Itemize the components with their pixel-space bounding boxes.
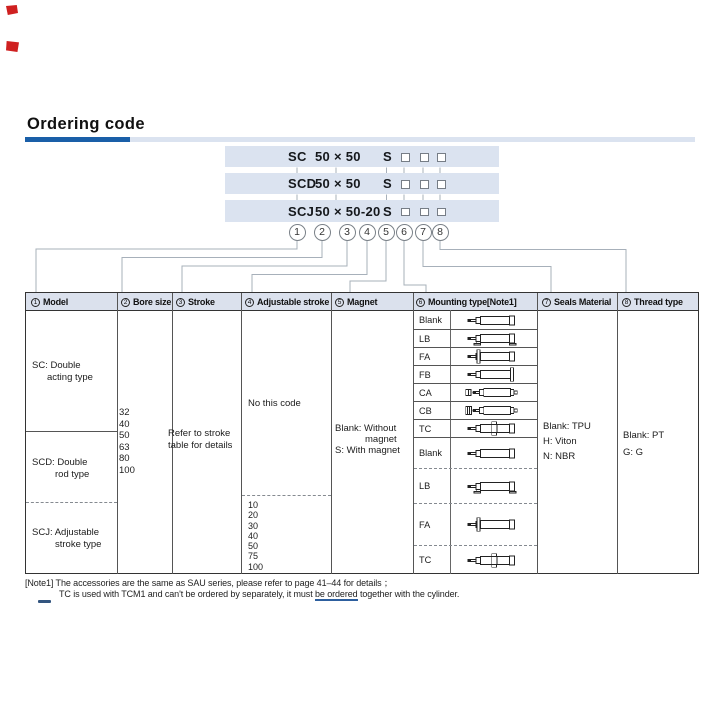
title-underline-accent [25,137,130,142]
col-header-stroke: 3 Stroke [176,295,215,309]
option-placeholder-box [420,208,429,217]
adjustable-stroke-no-code: No this code [248,398,301,409]
mounting-option-label: FB [419,369,431,380]
code-size: 50 × 50 [315,176,361,191]
model-option-scd: SCD: Double rod type [32,457,90,480]
code-model: SC [288,149,307,164]
red-artifact-mark [6,5,18,15]
option-placeholder-box [437,153,446,162]
option-placeholder-box [401,180,410,189]
position-circle-4: 4 [359,224,376,241]
cylinder-mounting-icon [453,348,536,365]
stroke-note: Refer to stroke table for details [168,428,233,451]
thread-type-options: Blank: PT G: G [623,430,665,458]
mounting-option-label: LB [419,333,431,344]
circled-number-icon: 8 [622,298,631,307]
code-size: 50 × 50-20 [315,203,381,219]
code-band-scd [225,173,499,194]
code-magnet: S [383,176,392,191]
position-circle-5: 5 [378,224,395,241]
position-circle-3: 3 [339,224,356,241]
circled-number-icon: 2 [121,298,130,307]
col-header-model: 1 Model [31,295,68,309]
col-header-thread-type: 8 Thread type [622,295,683,309]
model-option-scj: SCJ: Adjustable stroke type [32,527,102,550]
code-magnet: S [383,149,392,164]
cylinder-mounting-icon [453,311,536,329]
option-placeholder-box [420,180,429,189]
red-artifact-mark [6,41,19,52]
code-band-scj [225,200,499,222]
circled-number-icon: 4 [245,298,254,307]
code-size: 50 × 50 [315,149,361,164]
circled-number-icon: 7 [542,298,551,307]
mounting-option-label: CB [419,405,432,416]
position-circle-8: 8 [432,224,449,241]
blue-dash-artifact [38,600,51,603]
adjustable-stroke-values: 10 20 30 40 50 75 100 [248,500,264,572]
circled-number-icon: 3 [176,298,185,307]
mounting-option-label: FA [419,351,431,362]
title-underline-light [130,137,695,142]
code-model: SCJ [288,203,315,219]
cylinder-mounting-icon [453,504,536,545]
option-placeholder-box [401,208,410,217]
mounting-option-label: Blank [419,448,442,458]
position-circle-2: 2 [314,224,331,241]
code-magnet: S [383,203,392,219]
position-circle-1: 1 [289,224,306,241]
cylinder-mounting-icon [453,330,536,347]
seals-material-options: Blank: TPU H: Viton N: NBR [543,421,591,462]
cylinder-mounting-icon [453,384,536,401]
mounting-option-label: FA [419,519,431,530]
option-placeholder-box [420,153,429,162]
note-line-1: [Note1] The accessories are the same as SAU series, please refer to page 41–44 for details ； [25,578,393,588]
cylinder-mounting-icon [453,420,536,437]
bore-size-list: 32 40 50 63 80 100 [119,407,135,476]
mounting-option-label: Blank [419,315,442,325]
col-header-mounting-type: 6 Mounting type[Note1] [416,295,517,309]
code-model: SCD [288,176,317,191]
code-band-sc [225,146,499,167]
col-header-bore-size: 2 Bore size [121,295,171,309]
underlined-text: be ordered [315,588,358,599]
col-header-magnet: 5 Magnet [335,295,377,309]
option-placeholder-box [401,153,410,162]
mounting-option-label: TC [419,555,432,565]
col-header-adjustable-stroke: 4 Adjustable stroke [245,295,329,309]
note-line-2: TC is used with TCM1 and can't be ordered by separately, it must be ordered together with the cylinder. [59,588,460,599]
cylinder-mounting-icon [453,469,536,503]
option-placeholder-box [437,208,446,217]
option-placeholder-box [437,180,446,189]
mounting-option-label: LB [419,481,431,491]
cylinder-mounting-icon [453,546,536,574]
col-header-seals-material: 7 Seals Material [542,295,611,309]
cylinder-mounting-icon [453,438,536,468]
circled-number-icon: 1 [31,298,40,307]
page-title: Ordering code [27,115,145,133]
model-option-sc: SC: Double acting type [32,360,93,383]
cylinder-mounting-icon [453,402,536,419]
position-circle-7: 7 [415,224,432,241]
position-circle-6: 6 [396,224,413,241]
circled-number-icon: 5 [335,298,344,307]
circled-number-icon: 6 [416,298,425,307]
mounting-option-label: TC [419,423,432,434]
cylinder-mounting-icon [453,366,536,383]
mounting-option-label: CA [419,387,432,398]
magnet-options: Blank: Without magnet S: With magnet [335,423,400,456]
